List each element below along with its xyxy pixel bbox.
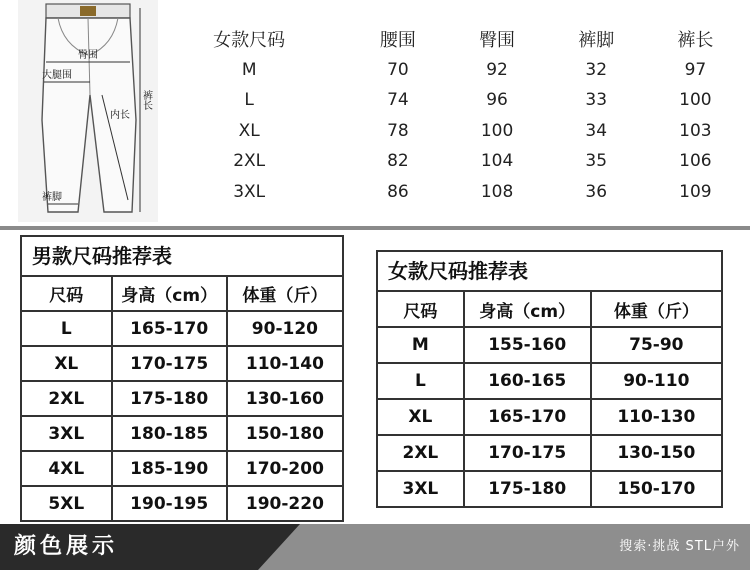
- footer-banner: [0, 524, 750, 570]
- section-divider: [0, 226, 750, 230]
- header-cell: 身高（cm）: [112, 277, 227, 311]
- thigh-label: 大腿围: [42, 70, 72, 81]
- table-cell: 190-220: [227, 486, 342, 520]
- table-header-row: [378, 292, 721, 327]
- table-cell: 92: [486, 59, 508, 80]
- header-cell: 女款尺码: [213, 30, 286, 52]
- table-cell: 97: [684, 59, 707, 80]
- table-cell: 36: [585, 181, 608, 202]
- table-cell: 82: [387, 151, 409, 172]
- header-cell: 尺码: [22, 277, 112, 311]
- table-cell: 170-200: [227, 451, 342, 486]
- hip-label: 臀围: [78, 50, 98, 61]
- table-row: [22, 311, 342, 346]
- table-cell: L: [378, 363, 464, 399]
- table-cell: 5XL: [22, 486, 112, 520]
- table-cell: 78: [387, 120, 409, 141]
- table-cell: 110-130: [591, 399, 721, 435]
- table-cell: 75-90: [591, 327, 721, 363]
- table-row: [150, 116, 745, 147]
- table-cell: 150-180: [227, 416, 342, 451]
- table-cell: XL: [378, 399, 464, 435]
- table-cell: 175-180: [464, 471, 591, 506]
- table-cell: 100: [679, 90, 712, 111]
- table-cell: L: [244, 90, 254, 111]
- table-row: [378, 327, 721, 363]
- table-cell: 3XL: [233, 181, 266, 202]
- table-cell: 106: [679, 151, 712, 172]
- table-cell: 190-195: [112, 486, 227, 520]
- table-cell: 90-120: [227, 311, 342, 346]
- table-cell: 2XL: [233, 151, 266, 172]
- table-row: [378, 399, 721, 435]
- table-cell: 3XL: [378, 471, 464, 506]
- table-cell: 130-150: [591, 435, 721, 471]
- table-cell: 104: [480, 151, 514, 172]
- men-recommend-title: 男款尺码推荐表: [22, 237, 342, 277]
- table-cell: 180-185: [112, 416, 227, 451]
- table-cell: 70: [387, 59, 409, 80]
- header-cell: 体重（斤）: [227, 277, 342, 311]
- women-recommend-title: 女款尺码推荐表: [378, 252, 721, 292]
- table-cell: 74: [387, 90, 409, 111]
- pants-diagram: [18, 0, 158, 222]
- table-cell: 155-160: [464, 327, 591, 363]
- table-cell: 175-180: [112, 381, 227, 416]
- table-cell: 109: [679, 181, 712, 202]
- table-cell: 103: [679, 120, 712, 141]
- table-row: [150, 146, 745, 177]
- table-row: [22, 451, 342, 486]
- header-cell: 裤长: [677, 30, 714, 52]
- table-row: [378, 435, 721, 471]
- table-row: [150, 55, 745, 86]
- table-row: [22, 416, 342, 451]
- header-cell: 体重（斤）: [591, 292, 721, 327]
- women-recommend-table: [376, 250, 723, 508]
- header-cell: 尺码: [378, 292, 464, 327]
- table-cell: 34: [585, 120, 608, 141]
- header-cell: 腰围: [379, 30, 416, 52]
- header-cell: 裤脚: [578, 30, 615, 52]
- hem-label: 裤脚: [42, 192, 62, 203]
- table-cell: M: [378, 327, 464, 363]
- table-row: [22, 346, 342, 381]
- table-cell: XL: [238, 120, 260, 141]
- table-cell: 185-190: [112, 451, 227, 486]
- table-row: [150, 85, 745, 116]
- header-cell: 臀围: [479, 30, 516, 52]
- table-cell: 90-110: [591, 363, 721, 399]
- inseam-label: 内长: [110, 110, 130, 121]
- table-cell: 130-160: [227, 381, 342, 416]
- table-cell: 3XL: [22, 416, 112, 451]
- table-row: [150, 177, 745, 208]
- table-row: [22, 486, 342, 520]
- table-cell: 86: [387, 181, 409, 202]
- table-cell: 100: [480, 120, 514, 141]
- header-cell: 身高（cm）: [464, 292, 591, 327]
- size-chart-header: [150, 24, 745, 55]
- table-cell: 4XL: [22, 451, 112, 486]
- table-cell: 170-175: [464, 435, 591, 471]
- table-cell: 165-170: [464, 399, 591, 435]
- table-row: [378, 471, 721, 506]
- table-cell: L: [22, 311, 112, 346]
- table-row: [22, 381, 342, 416]
- men-recommend-table: [20, 235, 344, 522]
- table-cell: 110-140: [227, 346, 342, 381]
- length-label: 裤长: [140, 90, 152, 110]
- table-cell: 32: [585, 59, 608, 80]
- women-size-chart: [150, 24, 745, 207]
- table-cell: 170-175: [112, 346, 227, 381]
- table-cell: 35: [585, 151, 608, 172]
- table-cell: 165-170: [112, 311, 227, 346]
- table-row: [378, 363, 721, 399]
- store-promo-text: 搜索·挑战 STL户外: [619, 539, 740, 554]
- table-header-row: [22, 277, 342, 311]
- table-cell: M: [241, 59, 257, 80]
- table-cell: 2XL: [378, 435, 464, 471]
- table-cell: 108: [480, 181, 514, 202]
- table-cell: 33: [585, 90, 608, 111]
- table-cell: 2XL: [22, 381, 112, 416]
- table-cell: 160-165: [464, 363, 591, 399]
- table-cell: 150-170: [591, 471, 721, 506]
- table-cell: 96: [486, 90, 508, 111]
- color-display-label: 颜色展示: [14, 534, 119, 559]
- table-cell: XL: [22, 346, 112, 381]
